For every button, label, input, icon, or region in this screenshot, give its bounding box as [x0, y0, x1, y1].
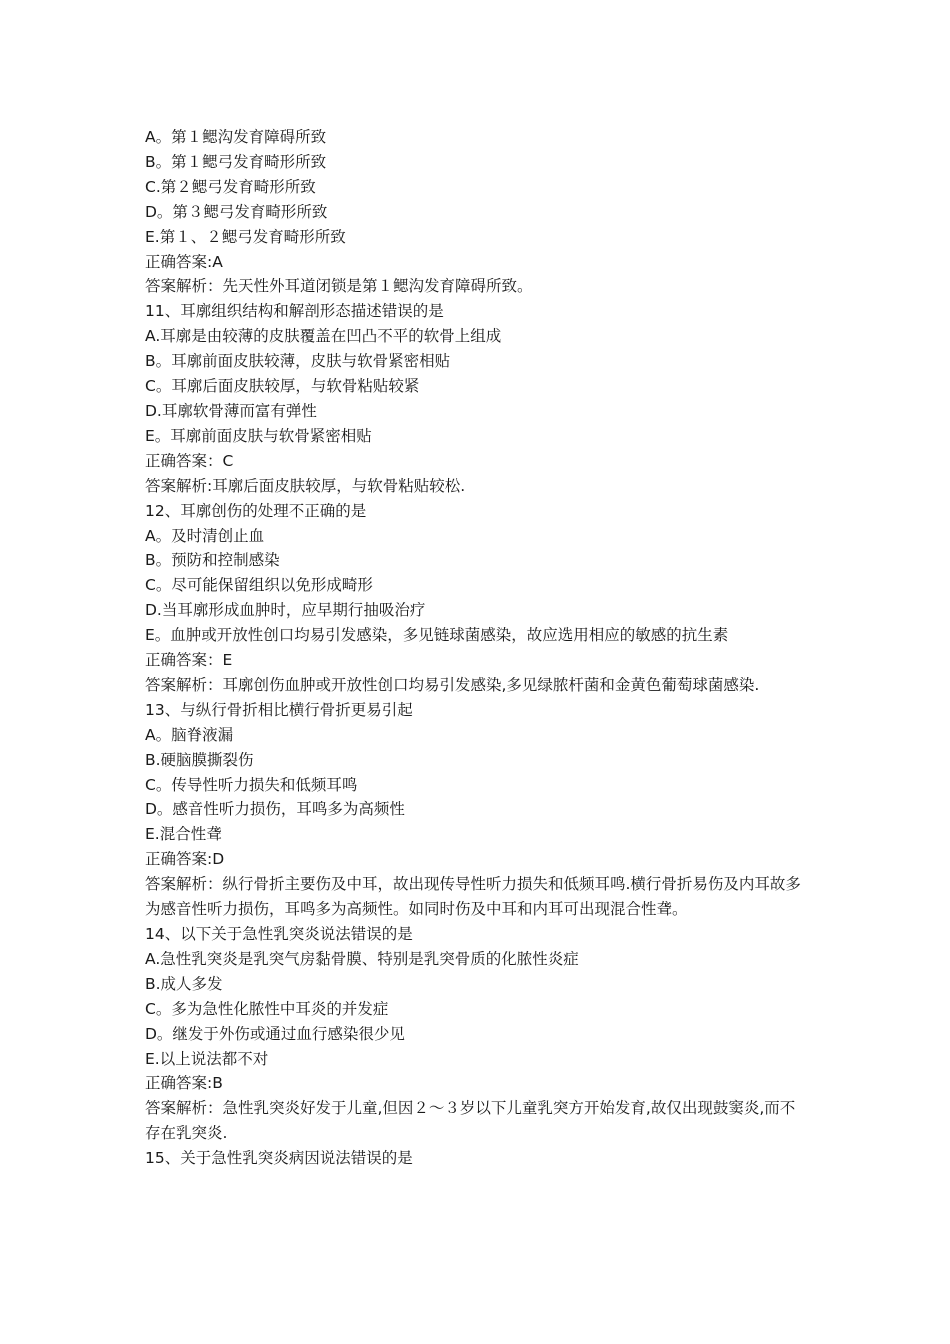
- question-line: 15、关于急性乳突炎病因说法错误的是: [145, 1149, 413, 1168]
- option-line: C.第２鳃弓发育畸形所致: [145, 177, 316, 196]
- answer-line: 正确答案:D: [145, 850, 225, 869]
- option-line: C。传导性听力损失和低频耳鸣: [145, 775, 358, 794]
- option-line: E。血肿或开放性创口均易引发感染，多见链球菌感染，故应选用相应的敏感的抗生素: [145, 626, 729, 645]
- option-line: A。脑脊液漏: [145, 725, 234, 744]
- option-line: E.第１、２鳃弓发育畸形所致: [145, 227, 346, 246]
- option-line: D.当耳廓形成血肿时，应早期行抽吸治疗: [145, 601, 426, 620]
- option-line: E。耳廓前面皮肤与软骨紧密相贴: [145, 426, 372, 445]
- option-line: D.耳廓软骨薄而富有弹性: [145, 401, 317, 420]
- option-line: A.急性乳突炎是乳突气房黏骨膜、特别是乳突骨质的化脓性炎症: [145, 949, 579, 968]
- option-line: E.混合性聋: [145, 825, 222, 844]
- option-line: D。感音性听力损伤，耳鸣多为高频性: [145, 800, 405, 819]
- option-line: A。及时清创止血: [145, 526, 265, 545]
- option-line: B。预防和控制感染: [145, 551, 280, 570]
- option-line: B.成人多发: [145, 974, 223, 993]
- option-line: C。尽可能保留组织以免形成畸形: [145, 576, 373, 595]
- option-line: B。耳廓前面皮肤较薄，皮肤与软骨紧密相贴: [145, 352, 451, 371]
- explanation-line: 答案解析：纵行骨折主要伤及中耳，故出现传导性听力损失和低频耳鸣.横行骨折易伤及内耳故多为感音性听力损伤，耳鸣多为高频性。如同时伤及中耳和内耳可出现混合性聋。: [145, 875, 801, 919]
- question-line: 12、耳廓创伤的处理不正确的是: [145, 501, 367, 520]
- option-line: C。耳廓后面皮肤较厚，与软骨粘贴较紧: [145, 377, 420, 396]
- option-line: B。第１鳃弓发育畸形所致: [145, 152, 327, 171]
- option-line: A.耳廓是由较薄的皮肤覆盖在凹凸不平的软骨上组成: [145, 327, 502, 346]
- answer-line: 正确答案:A: [145, 252, 223, 271]
- answer-line: 正确答案：C: [145, 451, 234, 470]
- document-page: [145, 125, 810, 1171]
- answer-line: 正确答案：E: [145, 651, 233, 670]
- explanation-line: 答案解析：急性乳突炎好发于儿童,但因２～３岁以下儿童乳突方开始发育,故仅出现鼓窦炎,而不存在乳突炎.: [145, 1099, 796, 1143]
- option-line: D。第３鳃弓发育畸形所致: [145, 202, 328, 221]
- option-line: C。多为急性化脓性中耳炎的并发症: [145, 999, 389, 1018]
- explanation-line: 答案解析：耳廓创伤血肿或开放性创口均易引发感染,多见绿脓杆菌和金黄色葡萄球菌感染.: [145, 675, 760, 694]
- option-line: A。第１鳃沟发育障碍所致: [145, 128, 327, 146]
- explanation-line: 答案解析：先天性外耳道闭锁是第１鳃沟发育障碍所致。: [145, 277, 533, 296]
- answer-line: 正确答案:B: [145, 1074, 223, 1093]
- question-line: 11、耳廓组织结构和解剖形态描述错误的是: [145, 302, 444, 321]
- option-line: B.硬脑膜撕裂伤: [145, 750, 254, 769]
- question-line: 14、以下关于急性乳突炎说法错误的是: [145, 925, 413, 943]
- option-line: E.以上说法都不对: [145, 1049, 269, 1068]
- explanation-line: 答案解析:耳廓后面皮肤较厚，与软骨粘贴较松.: [145, 476, 466, 495]
- option-line: D。继发于外伤或通过血行感染很少见: [145, 1024, 405, 1043]
- question-line: 13、与纵行骨折相比横行骨折更易引起: [145, 700, 413, 719]
